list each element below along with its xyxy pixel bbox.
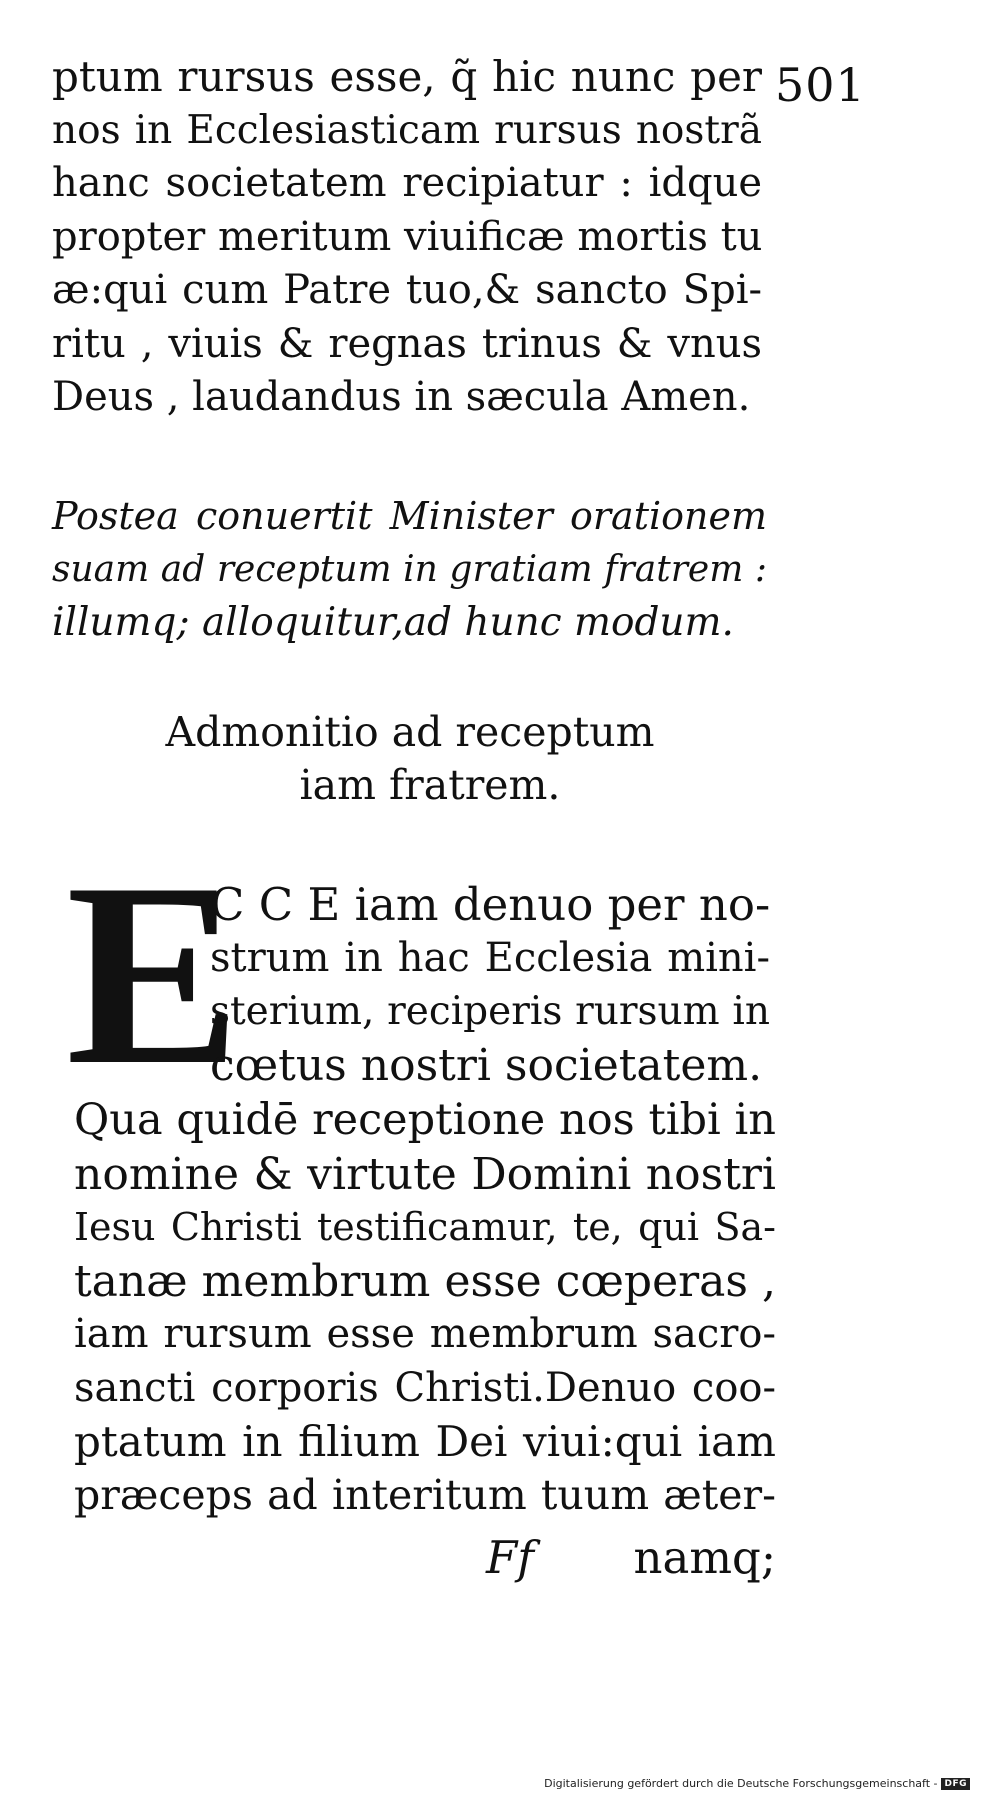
text-line: tanæ membrum esse cœperas , — [74, 1255, 776, 1307]
text-line: nos in Ecclesiasticam rursus nostrã — [52, 107, 762, 153]
text-line: Deus , laudandus in sæcula Amen. — [52, 374, 751, 420]
rubric-line: Postea conuertit Minister orationem — [52, 494, 767, 538]
text-line: cœtus nostri societatem. — [210, 1039, 763, 1091]
text-line: ritu , viuis & regnas trinus & vnus — [52, 320, 762, 367]
catchword: namq; — [633, 1531, 776, 1584]
rubric-italic — [52, 490, 767, 649]
text-line: iam rursum esse membrum sacro- — [74, 1311, 776, 1357]
dfg-logo: DFG — [941, 1778, 970, 1790]
text-line: ptatum in filium Dei viui:qui iam — [74, 1417, 776, 1466]
body-text-beside-initial — [210, 878, 770, 1092]
text-line: propter meritum viuificæ mortis tu — [52, 213, 763, 260]
text-line: præceps ad interitum tuum æter- — [74, 1470, 776, 1519]
text-line: hanc societatem recipiatur : idque — [52, 160, 762, 206]
page-number: 501 — [775, 58, 866, 112]
decorated-initial: E — [66, 829, 241, 1119]
text-line: nomine & virtute Domini nostri — [74, 1148, 776, 1200]
text-line: C C E iam denuo per no- — [210, 878, 771, 931]
body-text-main — [74, 1094, 776, 1522]
section-heading: Admonitio ad receptum — [165, 708, 655, 756]
text-line: strum in hac Ecclesia mini- — [210, 934, 770, 981]
text-line: sterium, reciperis rursum in — [210, 989, 770, 1034]
credit-text: Digitalisierung gefördert durch die Deutsche Forschungsgemeinschaft - — [544, 1777, 938, 1790]
rubric-line: suam ad receptum in gratiam fratrem : — [52, 549, 767, 590]
page-foot — [74, 1528, 776, 1588]
text-line: Iesu Christi testificamur, te, qui Sa- — [74, 1205, 776, 1249]
rubric-line: illumq; alloquitur,ad hunc modum. — [52, 600, 734, 645]
text-line: ptum rursus esse, q̃ hic nunc per — [52, 52, 762, 101]
section-heading-continued: iam fratrem. — [299, 761, 561, 809]
digitization-credit — [544, 1777, 970, 1790]
text-line: æ:qui cum Patre tuo,& sancto Spi- — [52, 267, 762, 313]
signature-mark: Ff — [486, 1531, 534, 1584]
text-line: sancti corporis Christi.Denuo coo- — [74, 1364, 776, 1411]
body-text-top — [52, 50, 762, 425]
text-line: Qua quidē receptione nos tibi in — [74, 1095, 776, 1145]
